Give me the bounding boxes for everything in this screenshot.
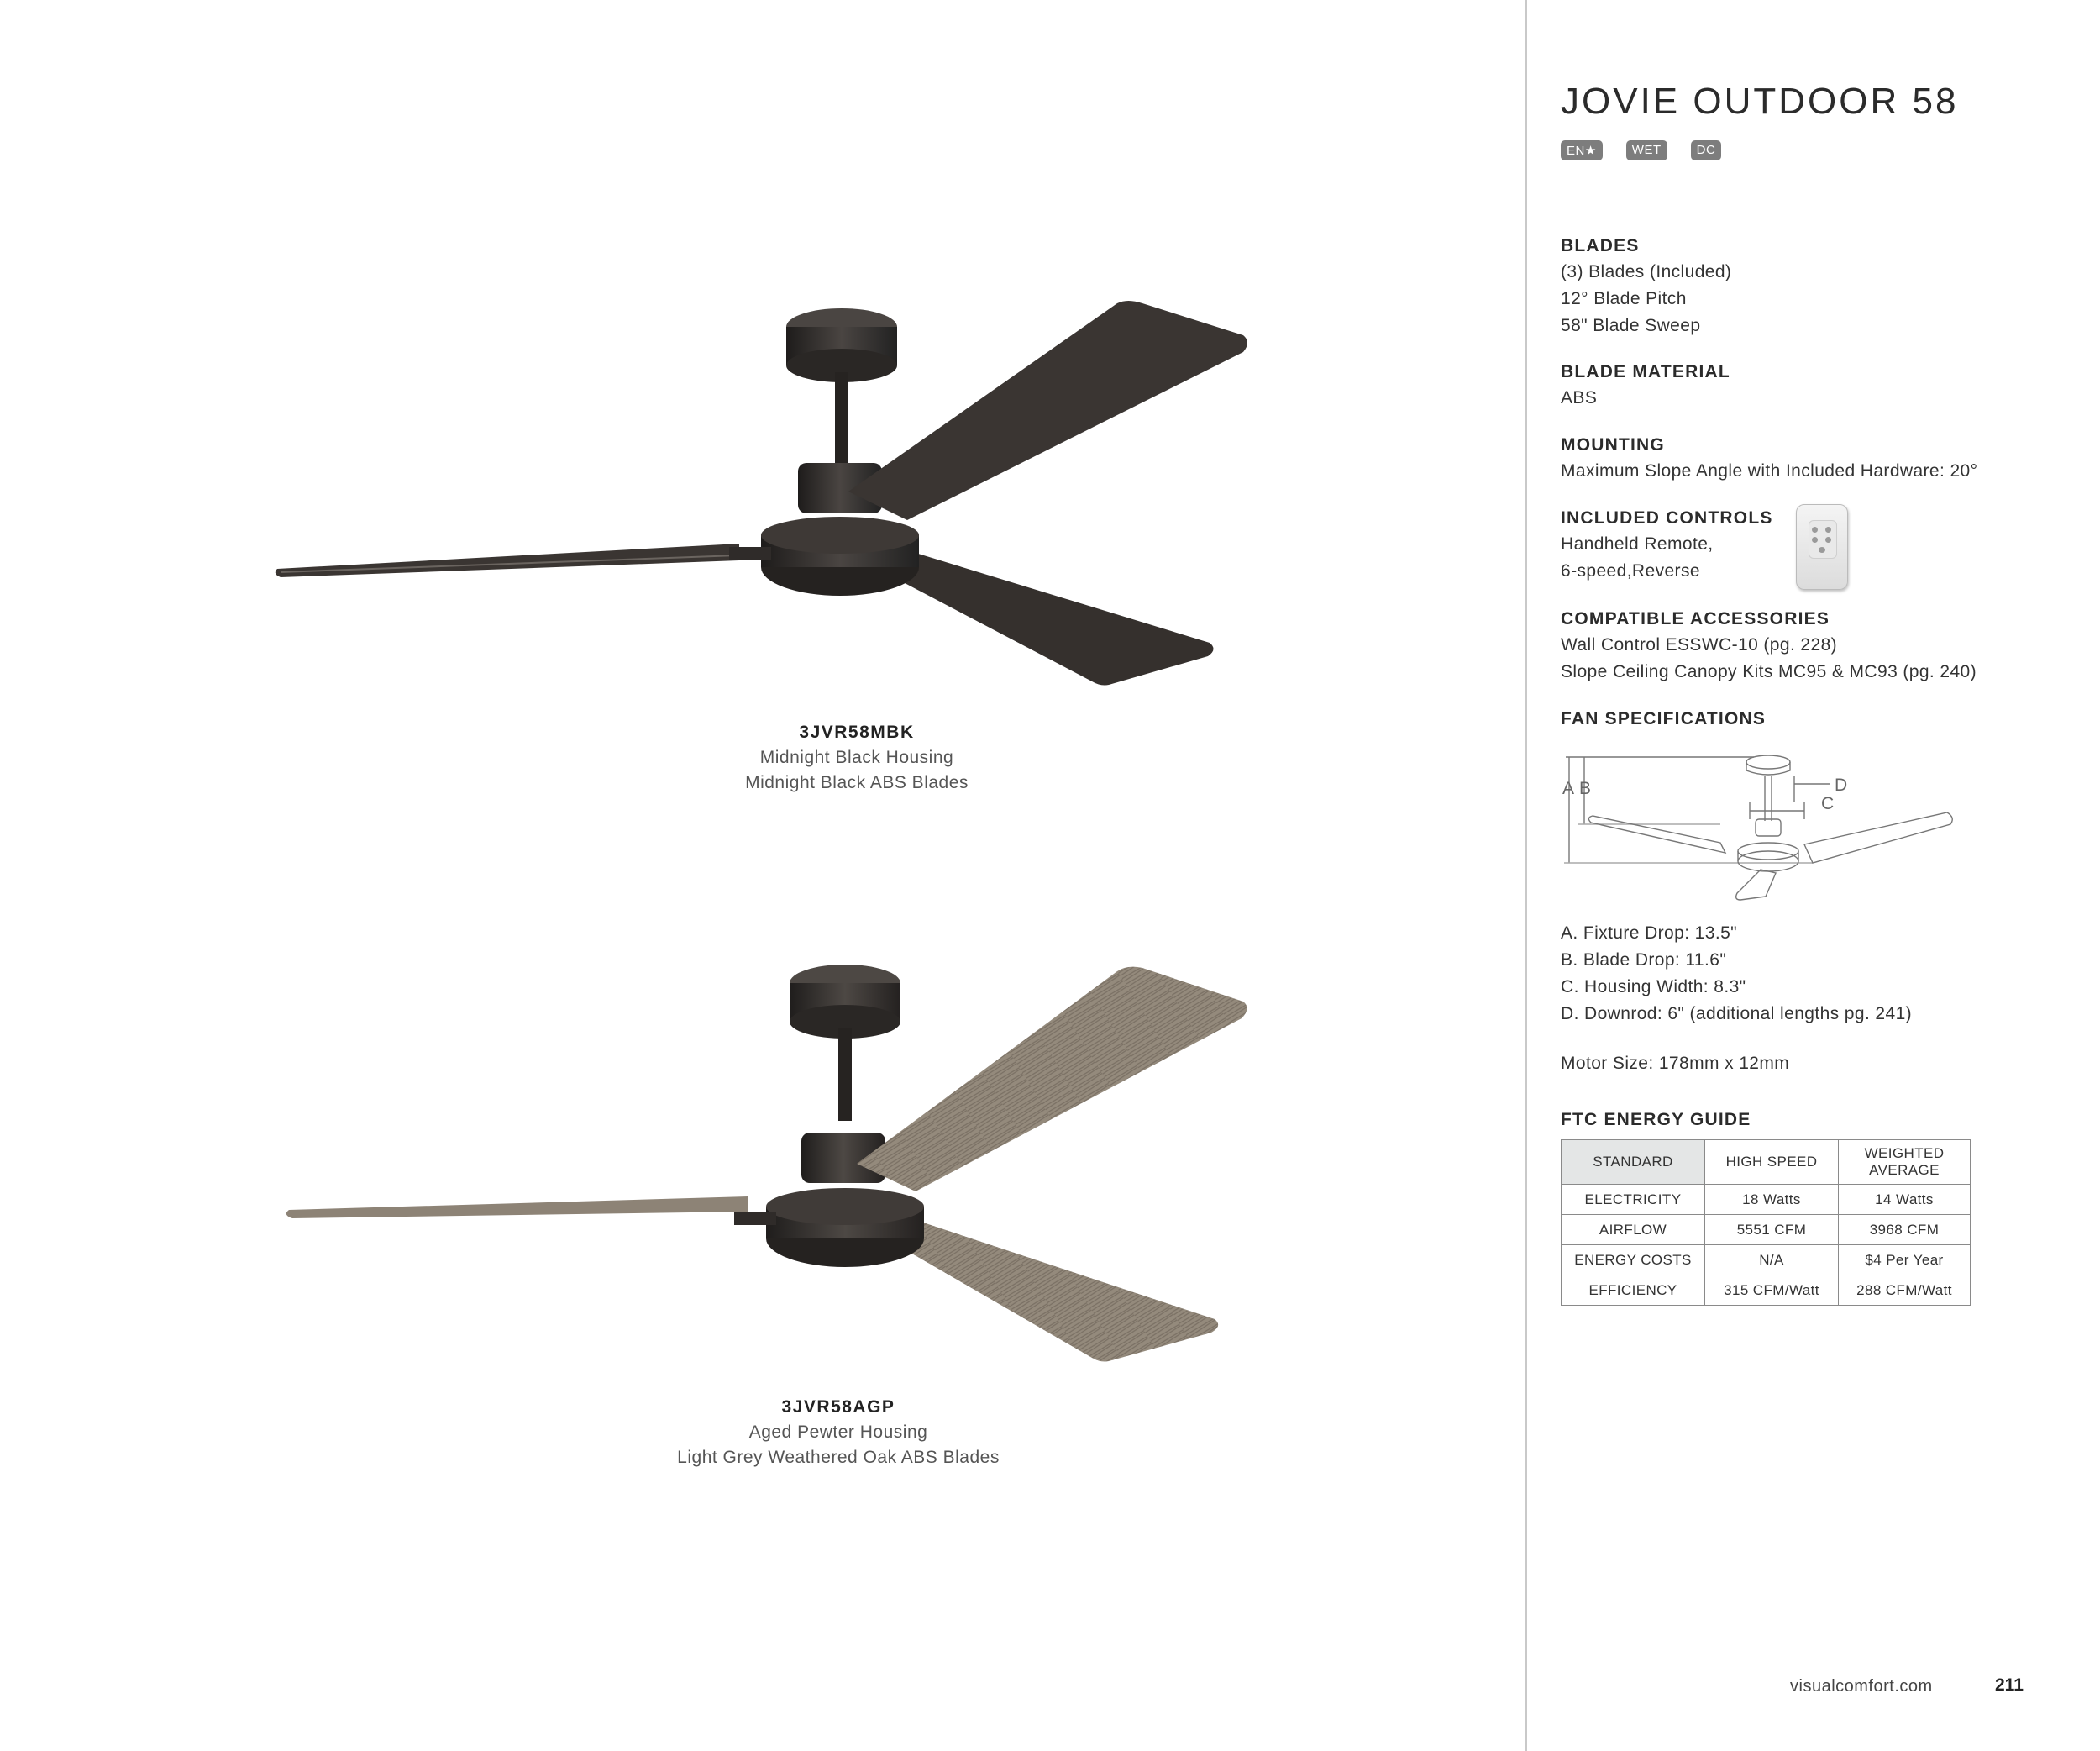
mounting-section [1561,433,1977,485]
diagram-label-c: C [1821,794,1835,813]
section-line: 58" Blade Sweep [1561,316,1701,335]
table-header: STANDARD [1562,1140,1705,1185]
certification-badges [1561,140,1721,160]
section-line: 12° Blade Pitch [1561,289,1687,308]
table-header: HIGH SPEED [1705,1140,1839,1185]
table-cell: 288 CFM/Watt [1839,1275,1971,1306]
section-line: 6-speed,Reverse [1561,561,1700,581]
fan-blade-upper [848,301,1247,520]
product-caption-1 [521,720,1193,796]
table-header: WEIGHTED AVERAGE [1839,1140,1971,1185]
wet-rated-badge: WET [1626,140,1667,160]
page-number: 211 [1995,1675,2024,1695]
section-line: Wall Control ESSWC-10 (pg. 228) [1561,635,1838,655]
section-heading: BLADE MATERIAL [1561,362,1730,381]
diagram-label-a: A [1562,779,1575,798]
spec-blade-drop: B. Blade Drop: 11.6" [1561,950,1727,970]
table-cell: N/A [1705,1245,1839,1275]
dc-motor-badge: DC [1691,140,1722,160]
fan-image-midnight-black [269,298,1260,693]
energy-star-badge: EN★ [1561,140,1603,160]
table-cell: 18 Watts [1705,1185,1839,1215]
dimension-specs [1561,920,1912,1028]
handheld-remote-icon [1796,504,1848,590]
product-sku: 3JVR58MBK [799,723,915,742]
table-row [1562,1245,1971,1275]
diagram-label-b: B [1579,779,1592,798]
table-row [1562,1275,1971,1306]
section-heading: COMPATIBLE ACCESSORIES [1561,609,1830,628]
table-cell: AIRFLOW [1562,1215,1705,1245]
table-cell: ENERGY COSTS [1562,1245,1705,1275]
table-cell: $4 Per Year [1839,1245,1971,1275]
product-blades: Midnight Black ABS Blades [745,773,969,792]
section-heading: FAN SPECIFICATIONS [1561,709,1767,728]
product-caption-2 [502,1395,1174,1470]
blade-material-section [1561,360,1730,412]
energy-guide-heading: FTC ENERGY GUIDE [1561,1110,1751,1129]
section-line: Handheld Remote, [1561,534,1714,554]
table-cell: 315 CFM/Watt [1705,1275,1839,1306]
section-line: Maximum Slope Angle with Included Hardware: 20° [1561,461,1978,481]
diagram-label-d: D [1835,776,1848,795]
included-controls-section [1561,506,1773,585]
compatible-accessories-section [1561,607,1977,686]
section-line: ABS [1561,388,1598,408]
footer-url: visualcomfort.com [1790,1677,1933,1696]
fan-blade-lower [895,1220,1218,1362]
table-row [1562,1215,1971,1245]
table-cell: 14 Watts [1839,1185,1971,1215]
product-housing: Aged Pewter Housing [748,1422,928,1442]
section-line: Slope Ceiling Canopy Kits MC95 & MC93 (pg. 240) [1561,662,1977,681]
fan-dimension-diagram [1561,752,1956,907]
table-cell: 5551 CFM [1705,1215,1839,1245]
product-blades: Light Grey Weathered Oak ABS Blades [677,1448,1000,1467]
product-sku: 3JVR58AGP [781,1397,895,1417]
table-cell: EFFICIENCY [1562,1275,1705,1306]
section-heading: BLADES [1561,236,1640,255]
fan-blade-left [276,544,739,577]
product-title: JOVIE OUTDOOR 58 [1561,81,1959,122]
fan-image-aged-pewter [277,958,1268,1370]
blades-section [1561,234,1731,339]
fan-blade-upper [857,967,1247,1191]
table-header-row [1562,1140,1971,1185]
product-housing: Midnight Black Housing [759,748,954,767]
spec-fixture-drop: A. Fixture Drop: 13.5" [1561,923,1738,943]
section-heading: MOUNTING [1561,435,1665,455]
spec-downrod: D. Downrod: 6" (additional lengths pg. 241) [1561,1004,1913,1023]
motor-size: Motor Size: 178mm x 12mm [1561,1054,1790,1073]
energy-guide-table [1561,1139,1971,1306]
spec-housing-width: C. Housing Width: 8.3" [1561,977,1746,996]
table-cell: ELECTRICITY [1562,1185,1705,1215]
section-line: (3) Blades (Included) [1561,262,1732,281]
fan-blade-lower [890,550,1214,686]
fan-blade-left [286,1196,748,1218]
section-heading: INCLUDED CONTROLS [1561,508,1773,528]
fan-specifications-section [1561,707,1766,732]
table-cell: 3968 CFM [1839,1215,1971,1245]
column-divider [1525,0,1527,1751]
table-row [1562,1185,1971,1215]
